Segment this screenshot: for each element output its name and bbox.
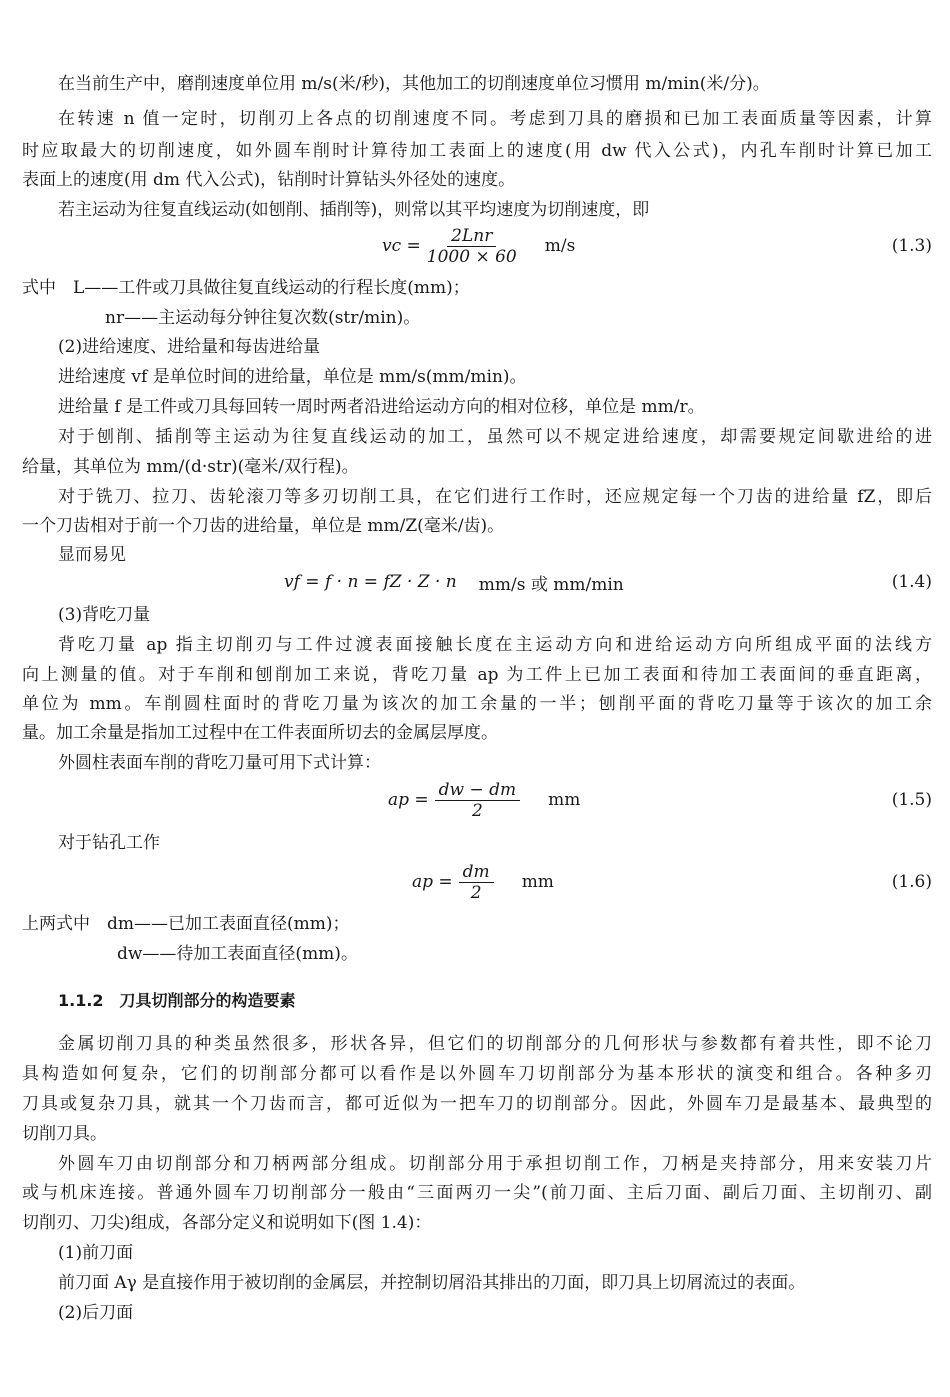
equation-number: (1.4): [891, 572, 932, 592]
text-line: 对于钻孔工作: [58, 833, 160, 853]
equation-number: (1.6): [891, 872, 932, 892]
text-line: 背吃刀量 ap 指主切削刃与工件过渡表面接触长度在主运动方向和进给运动方向所组成平面的法线方: [58, 635, 932, 655]
equation-number: (1.3): [891, 236, 932, 256]
text-line: 具构造如何复杂，它们的切削部分都可以看作是以外圆车刀切削部分为基本形状的演变和组合。各种多刃: [22, 1064, 932, 1084]
equation-unit: mm: [521, 872, 554, 892]
fraction-denominator: 2: [470, 882, 482, 903]
text-line: 式中 L——工件或刀具做往复直线运动的行程长度(mm)；: [22, 278, 470, 298]
text-line: 给量，其单位为 mm/(d·str)(毫米/双行程)。: [22, 457, 359, 477]
text-line: 向上测量的值。对于车削和刨削加工来说，背吃刀量 ap 为工件上已加工表面和待加工表面间的垂直距离，: [22, 665, 932, 685]
text-line: (2)进给速度、进给量和每齿进给量: [58, 337, 321, 357]
text-line: 对于铣刀、拉刀、齿轮滚刀等多刃切削工具，在它们进行工作时，还应规定每一个刀齿的进给量 fZ，即后: [58, 487, 932, 507]
text-line: 单位为 mm。车削圆柱面时的背吃刀量为该次的加工余量的一半；刨削平面的背吃刀量等于该次的加工余: [22, 694, 932, 714]
equation-unit: mm: [548, 790, 581, 810]
text-line: 对于刨削、插削等主运动为往复直线运动的加工，虽然可以不规定进给速度，却需要规定间歇进给的进: [58, 427, 932, 447]
equation-expression: vf = f · n = fZ · Z · n: [284, 572, 457, 592]
equation-1-6: [22, 860, 932, 904]
equation-lhs: vc =: [382, 236, 421, 256]
equation-1-3: [22, 224, 932, 268]
text-line: 切削刃、刀尖)组成，各部分定义和说明如下(图 1.4)：: [22, 1213, 432, 1233]
text-line: (1)前刀面: [58, 1243, 134, 1263]
equation-1-4: [22, 560, 932, 604]
text-line: 金属切削刀具的种类虽然很多，形状各异，但它们的切削部分的几何形状与参数都有着共性，即不论刀: [58, 1034, 932, 1054]
fraction-numerator: dw − dm: [435, 781, 521, 801]
text-line: (2)后刀面: [58, 1303, 134, 1323]
text-line: 在转速 n 值一定时，切削刃上各点的切削速度不同。考虑到刀具的磨损和已加工表面质量等因素，计算: [58, 109, 932, 129]
text-line: 量。加工余量是指加工过程中在工件表面所切去的金属层厚度。: [22, 723, 498, 743]
text-line: 切削刀具。: [22, 1124, 107, 1144]
fraction-denominator: 2: [472, 800, 483, 821]
text-line: 进给量 f 是工件或刀具每回转一周时两者沿进给运动方向的相对位移，单位是 mm/r。: [58, 397, 705, 417]
equation-number: (1.5): [891, 790, 932, 810]
section-heading: 1.1.2 刀具切削部分的构造要素: [58, 991, 296, 1010]
text-line: 若主运动为往复直线运动(如刨削、插削等)，则常以其平均速度为切削速度，即: [58, 200, 650, 220]
text-line: (3)背吃刀量: [58, 605, 151, 625]
text-line: 外圆柱表面车削的背吃刀量可用下式计算：: [58, 753, 381, 773]
text-line: nr——主运动每分钟往复次数(str/min)。: [105, 308, 421, 328]
text-line: 表面上的速度(用 dm 代入公式)，钻削时计算钻头外径处的速度。: [22, 170, 516, 190]
equation-unit: mm/s 或 mm/min: [478, 574, 624, 595]
text-line: 刀具或复杂刀具，就其一个刀齿而言，都可近似为一把车刀的切削部分。因此，外圆车刀是最基本、最典型的: [22, 1094, 932, 1114]
text-line: 时应取最大的切削速度，如外圆车削时计算待加工表面上的速度(用 dw 代入公式)，内孔车削时计算已加工: [22, 141, 932, 161]
text-line: 显而易见: [58, 545, 126, 565]
fraction-numerator: dm: [459, 863, 494, 883]
text-line: 外圆车刀由切削部分和刀柄两部分组成。切削部分用于承担切削工作，刀柄是夹持部分，用来安装刀片: [58, 1154, 932, 1174]
text-line: 前刀面 Aγ 是直接作用于被切削的金属层，并控制切屑沿其排出的刀面，即刀具上切屑流过的表面。: [58, 1273, 806, 1293]
text-line: 在当前生产中，磨削速度单位用 m/s(米/秒)，其他加工的切削速度单位习惯用 m/min(米/分)。: [58, 74, 770, 94]
fraction-numerator: 2Lnr: [447, 227, 496, 247]
fraction-denominator: 1000 × 60: [426, 246, 517, 267]
equation-unit: m/s: [544, 236, 576, 256]
text-line: 或与机床连接。普通外圆车刀切削部分一般由“三面两刃一尖”(前刀面、主后刀面、副后刀面、主切削刃、副: [22, 1183, 932, 1203]
equation-lhs: ap =: [388, 790, 429, 810]
text-line: dw——待加工表面直径(mm)。: [117, 944, 358, 964]
text-line: 上两式中 dm——已加工表面直径(mm)；: [22, 914, 350, 934]
text-line: 进给速度 vf 是单位时间的进给量，单位是 mm/s(mm/min)。: [58, 367, 527, 387]
text-line: 一个刀齿相对于前一个刀齿的进给量，单位是 mm/Z(毫米/齿)。: [22, 516, 505, 536]
equation-lhs: ap =: [412, 872, 453, 892]
equation-1-5: [22, 778, 932, 822]
